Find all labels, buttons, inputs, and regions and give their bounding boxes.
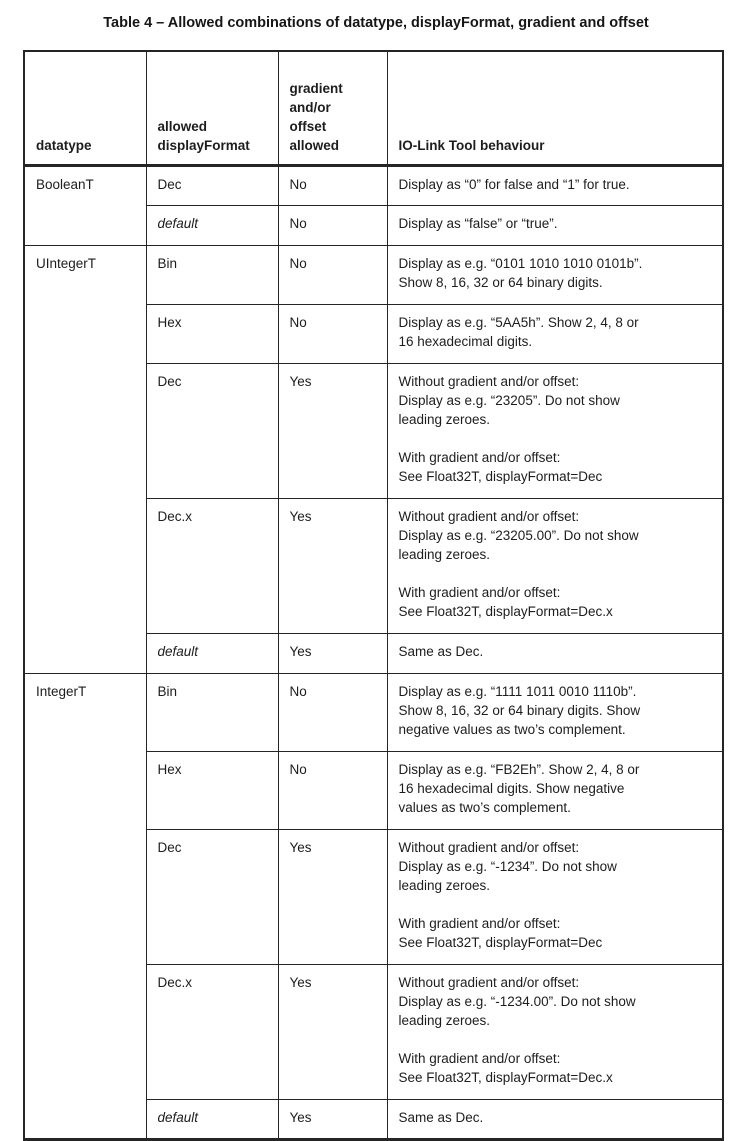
column-header-allowed-display-format xyxy=(146,51,278,166)
behaviour-cell xyxy=(387,499,723,634)
datatype-combinations-table xyxy=(23,50,724,1141)
display-format-cell: default xyxy=(146,1100,278,1140)
gradient-offset-allowed-cell: Yes xyxy=(278,634,387,674)
behaviour-line: Display as e.g. “1111 1011 0010 1110b”. xyxy=(398,684,637,699)
header-row xyxy=(24,51,723,166)
table-row xyxy=(24,674,723,752)
behaviour-line: leading zeroes. xyxy=(398,878,491,893)
behaviour-cell xyxy=(387,830,723,965)
table-title: Table 4 – Allowed combinations of datatype, displayFormat, gradient and offset xyxy=(103,15,649,31)
behaviour-line: values as two’s complement. xyxy=(398,800,571,815)
behaviour-line: Same as Dec. xyxy=(398,1110,484,1125)
behaviour-line: See Float32T, displayFormat=Dec xyxy=(398,469,603,484)
behaviour-cell xyxy=(387,674,723,752)
behaviour-cell xyxy=(387,206,723,246)
gradient-offset-allowed-cell: No xyxy=(278,752,387,830)
behaviour-cell xyxy=(387,364,723,499)
behaviour-line: With gradient and/or offset: xyxy=(398,450,561,465)
behaviour-line xyxy=(399,895,715,914)
behaviour-line: 16 hexadecimal digits. Show negative xyxy=(398,781,625,796)
behaviour-line xyxy=(399,564,715,583)
display-format-cell: Dec.x xyxy=(146,965,278,1100)
gradient-offset-allowed-cell: Yes xyxy=(278,965,387,1100)
behaviour-line: Display as e.g. “0101 1010 1010 0101b”. xyxy=(398,256,643,271)
behaviour-cell xyxy=(387,166,723,206)
datatype-cell: IntegerT xyxy=(24,674,146,1140)
behaviour-line xyxy=(399,429,715,448)
behaviour-line: Display as e.g. “-1234.00”. Do not show xyxy=(398,994,636,1009)
behaviour-line: Display as e.g. “-1234”. Do not show xyxy=(398,859,617,874)
behaviour-line: Without gradient and/or offset: xyxy=(398,840,580,855)
display-format-cell: Dec xyxy=(146,166,278,206)
behaviour-cell xyxy=(387,1100,723,1140)
column-header-line: allowed xyxy=(289,138,340,153)
behaviour-line: Display as e.g. “23205.00”. Do not show xyxy=(398,528,639,543)
behaviour-cell xyxy=(387,634,723,674)
behaviour-line: Show 8, 16, 32 or 64 binary digits. Show xyxy=(398,703,641,718)
behaviour-line: See Float32T, displayFormat=Dec xyxy=(398,935,603,950)
column-header-line: gradient xyxy=(289,81,343,96)
behaviour-line: Display as “false” or “true”. xyxy=(398,216,558,231)
behaviour-line: Display as e.g. “FB2Eh”. Show 2, 4, 8 or xyxy=(398,762,640,777)
table-body xyxy=(24,166,723,1140)
behaviour-line: leading zeroes. xyxy=(398,547,491,562)
column-header-line: datatype xyxy=(36,138,92,153)
behaviour-line xyxy=(399,1030,715,1049)
behaviour-line: With gradient and/or offset: xyxy=(398,585,561,600)
behaviour-line: See Float32T, displayFormat=Dec.x xyxy=(398,604,613,619)
behaviour-cell xyxy=(387,752,723,830)
behaviour-line: Without gradient and/or offset: xyxy=(398,374,580,389)
behaviour-cell xyxy=(387,246,723,305)
behaviour-line: negative values as two’s complement. xyxy=(398,722,626,737)
table-header xyxy=(24,51,723,166)
gradient-offset-allowed-cell: No xyxy=(278,674,387,752)
column-header-line: displayFormat xyxy=(157,138,250,153)
behaviour-line: leading zeroes. xyxy=(398,412,491,427)
behaviour-line: Without gradient and/or offset: xyxy=(398,975,580,990)
behaviour-line: Same as Dec. xyxy=(398,644,484,659)
behaviour-line: leading zeroes. xyxy=(398,1013,491,1028)
gradient-offset-allowed-cell: Yes xyxy=(278,364,387,499)
behaviour-cell xyxy=(387,965,723,1100)
behaviour-line: With gradient and/or offset: xyxy=(398,1051,561,1066)
table-row xyxy=(24,166,723,206)
behaviour-line: 16 hexadecimal digits. xyxy=(398,334,533,349)
behaviour-line: See Float32T, displayFormat=Dec.x xyxy=(398,1070,613,1085)
gradient-offset-allowed-cell: Yes xyxy=(278,1100,387,1140)
display-format-cell: Dec xyxy=(146,830,278,965)
column-header-line: offset xyxy=(289,119,327,134)
display-format-cell: default xyxy=(146,206,278,246)
display-format-cell: Dec xyxy=(146,364,278,499)
gradient-offset-allowed-cell: No xyxy=(278,305,387,364)
behaviour-line: Display as “0” for false and “1” for true. xyxy=(398,177,630,192)
datatype-cell: BooleanT xyxy=(24,166,146,246)
datatype-cell: UIntegerT xyxy=(24,246,146,674)
column-header-gradient-offset-allowed xyxy=(278,51,387,166)
column-header-io-link-tool-behaviour xyxy=(387,51,723,166)
display-format-cell: Dec.x xyxy=(146,499,278,634)
display-format-cell: Bin xyxy=(146,674,278,752)
display-format-cell: Hex xyxy=(146,752,278,830)
behaviour-line: Without gradient and/or offset: xyxy=(398,509,580,524)
gradient-offset-allowed-cell: No xyxy=(278,246,387,305)
column-header-line: allowed xyxy=(157,119,208,134)
behaviour-line: With gradient and/or offset: xyxy=(398,916,561,931)
behaviour-cell xyxy=(387,305,723,364)
display-format-cell: Bin xyxy=(146,246,278,305)
column-header-line: IO-Link Tool behaviour xyxy=(398,138,545,153)
gradient-offset-allowed-cell: Yes xyxy=(278,499,387,634)
gradient-offset-allowed-cell: No xyxy=(278,206,387,246)
behaviour-line: Display as e.g. “5AA5h”. Show 2, 4, 8 or xyxy=(398,315,639,330)
gradient-offset-allowed-cell: No xyxy=(278,166,387,206)
column-header-line: and/or xyxy=(289,100,331,115)
display-format-cell: Hex xyxy=(146,305,278,364)
table-row xyxy=(24,246,723,305)
behaviour-line: Display as e.g. “23205”. Do not show xyxy=(398,393,620,408)
behaviour-line: Show 8, 16, 32 or 64 binary digits. xyxy=(398,275,603,290)
gradient-offset-allowed-cell: Yes xyxy=(278,830,387,965)
column-header-datatype xyxy=(24,51,146,166)
display-format-cell: default xyxy=(146,634,278,674)
